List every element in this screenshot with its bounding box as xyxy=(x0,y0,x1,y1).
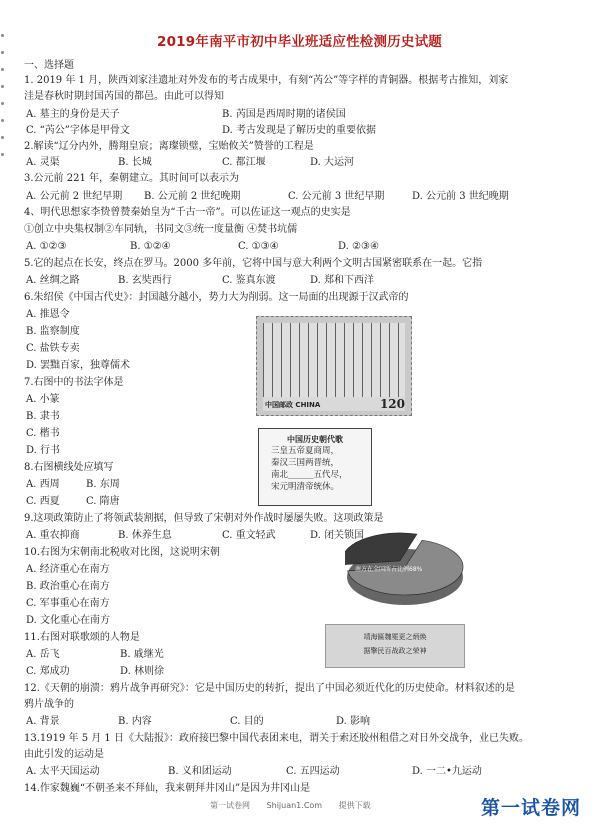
footer-download-text: 提供下载 xyxy=(338,801,371,810)
footer-site-url: Shijuan1.Com xyxy=(266,801,323,810)
option: B. 芮国是西周时期的诸侯国 xyxy=(222,109,346,120)
option: C. 隋唐 xyxy=(86,496,120,507)
binding-dots xyxy=(0,34,6,170)
stamp-value: 120 xyxy=(379,397,405,411)
question-line: ①创立中央集权制②车同轨，书同文③统一度量衡 ④焚书坑儒 xyxy=(24,224,298,235)
option: B. 隶书 xyxy=(26,411,60,422)
option: C. 五四运动 xyxy=(286,766,340,777)
question-line: 12.《天朝的崩溃：鸦片战争再研究》：它是中国历史的转折，提出了中国必须近代化的历史使命。材料叙述的是 xyxy=(24,683,515,694)
section-heading: 一、选择题 xyxy=(24,60,74,71)
option: C. 盐铁专卖 xyxy=(26,343,80,354)
option: D. 罢黜百家，独尊儒术 xyxy=(26,360,131,371)
dynasty-song-box xyxy=(258,428,372,506)
option: A. 背景 xyxy=(26,716,60,727)
option: A. 公元前 2 世纪早期 xyxy=(26,191,123,202)
option: C. 重文轻武 xyxy=(222,530,276,541)
option: A. 重农抑商 xyxy=(26,530,80,541)
couplet-line: 靖海匾魏冕更之炳焕 xyxy=(363,633,427,641)
option: D. 公元前 3 世纪晚期 xyxy=(412,191,509,202)
option: B. 政治重心在南方 xyxy=(26,581,110,592)
option: C. 郑成功 xyxy=(26,666,70,677)
option: A. 灵渠 xyxy=(26,157,60,168)
option: B. 内容 xyxy=(118,716,152,727)
question-line: 1. 2019 年 1 月，陕西刘家洼遗址对外发布的考古成果中，有刻“芮公”等字样的青铜器。根据考古推知，刘家 xyxy=(24,75,509,86)
stamp-brand: 中国邮政 CHINA xyxy=(265,401,321,409)
option: B. 休养生息 xyxy=(118,530,172,541)
option: A. 丝绸之路 xyxy=(26,275,80,286)
question-line: 14.作家魏巍“不朝圣来不拜仙，我来朝拜井冈山”是因为井冈山是 xyxy=(24,783,311,794)
question-line: 洼是春秋时期封国芮国的都邑。由此可以得知 xyxy=(24,91,224,102)
pie-label-north xyxy=(403,523,471,531)
option: B. 玄奘西行 xyxy=(118,275,172,286)
option: B. 东周 xyxy=(86,479,120,490)
option: C. 楷书 xyxy=(26,428,60,439)
option: B. 监察制度 xyxy=(26,326,80,337)
couplet-line: 据擎民百战政之荣神 xyxy=(363,647,427,655)
song-line: 三皇五帝夏商周， xyxy=(271,446,340,456)
option: A. 墓主的身份是天子 xyxy=(26,109,120,120)
question-line: 11.右图对联歌颂的人物是 xyxy=(24,632,140,643)
question-line: 2.解读“辽分内外，腾翔皇宸；离璨锁璧，宝贻攸关”赞誉的工程是 xyxy=(24,141,314,152)
question-line: 4、明代思想家李贽曾赞秦始皇为“千古一帝”。可以佐证这一观点的史实是 xyxy=(24,207,351,218)
option: A. 西周 xyxy=(26,479,60,490)
option: C. 公元前 3 世纪早期 xyxy=(288,191,385,202)
option: B. ①②④ xyxy=(130,241,171,252)
question-line: 10.右图为宋朝南北税收对比图，这说明宋朝 xyxy=(24,547,220,558)
question-line: 7.右图中的书法字体是 xyxy=(24,377,124,388)
option: D. 林则徐 xyxy=(120,666,165,677)
pie-label-south-text: 南方在全国所占比例68% xyxy=(355,566,423,573)
question-line: 5.它的起点在长安，终点在罗马。2000 多年前，它将中国与意大利两个文明古国紧密联系在一起。它指 xyxy=(24,258,483,269)
option: A. ①②③ xyxy=(26,241,67,252)
option: B. 公元前 2 世纪晚期 xyxy=(144,191,241,202)
option: D. 文化重心在南方 xyxy=(26,615,111,626)
option: C. 目的 xyxy=(230,716,264,727)
question-line: 6.朱绍侯《中国古代史》：封国越分越小，势力大为削弱。这一局面的出现源于汉武帝的 xyxy=(24,292,409,303)
couplet-image xyxy=(325,624,465,668)
option: C. 都江堰 xyxy=(222,157,266,168)
page-footer xyxy=(210,800,385,811)
option: D. 闭关锁国 xyxy=(310,530,365,541)
option: D. 考古发现是了解历史的重要依据 xyxy=(222,125,377,136)
option: D. 行书 xyxy=(26,445,61,456)
option: D. 一二•九运动 xyxy=(412,766,482,777)
song-line: 南北______五代尽， xyxy=(271,470,348,480)
question-line: 13.1919 年 5 月 1 日《大陆报》：政府接巴黎中国代表团来电，谓关于索还胶州租借之对日外交战争，业已失败。 xyxy=(24,733,529,744)
site-logo: 第一试卷网 xyxy=(480,797,581,819)
option: C. 军事重心在南方 xyxy=(26,598,110,609)
option: A. 太平天国运动 xyxy=(26,766,100,777)
option: C. 鉴真东渡 xyxy=(222,275,276,286)
option: A. 推恩令 xyxy=(26,309,70,320)
option: B. 戚继光 xyxy=(120,649,164,660)
option: D. ②③④ xyxy=(338,241,379,252)
option: B. 义和团运动 xyxy=(168,766,232,777)
footer-site-name: 第一试卷网 xyxy=(210,801,250,810)
option: D. 郑和下西洋 xyxy=(310,275,375,286)
page-title: 2019年南平市初中毕业班适应性检测历史试题 xyxy=(157,34,442,50)
pie-label-north-text: 北方在全国所占比例32% xyxy=(403,524,471,531)
pie-label-south xyxy=(355,565,423,573)
song-line: 秦汉三国两晋统， xyxy=(271,458,340,468)
option: C. 西夏 xyxy=(26,496,60,507)
question-line: 8.右图横线处应填写 xyxy=(24,462,114,473)
song-line: 宋元明清帝统休。 xyxy=(271,482,340,492)
song-heading: 中国历史朝代歌 xyxy=(287,434,343,444)
question-line: 9.这项政策防止了将领武装割据，但导致了宋朝对外作战时屡屡失败。这项政策是 xyxy=(24,513,384,524)
tax-pie-chart xyxy=(345,515,475,611)
calligraphy-stamp-image xyxy=(256,316,412,416)
question-line: 3.公元前 221 年，秦朝建立。其时间可以表示为 xyxy=(24,173,239,184)
option: D. 大运河 xyxy=(310,157,355,168)
question-line: 鸦片战争的 xyxy=(24,699,74,710)
option: D. 影响 xyxy=(336,716,371,727)
option: A. 经济重心在南方 xyxy=(26,564,110,575)
option: C. ①③④ xyxy=(238,241,279,252)
option: C. “芮公”字体是甲骨文 xyxy=(26,125,130,136)
option: B. 长城 xyxy=(118,157,152,168)
option: A. 岳飞 xyxy=(26,649,60,660)
option: A. 小篆 xyxy=(26,394,60,405)
question-line: 由此引发的运动是 xyxy=(24,749,104,760)
